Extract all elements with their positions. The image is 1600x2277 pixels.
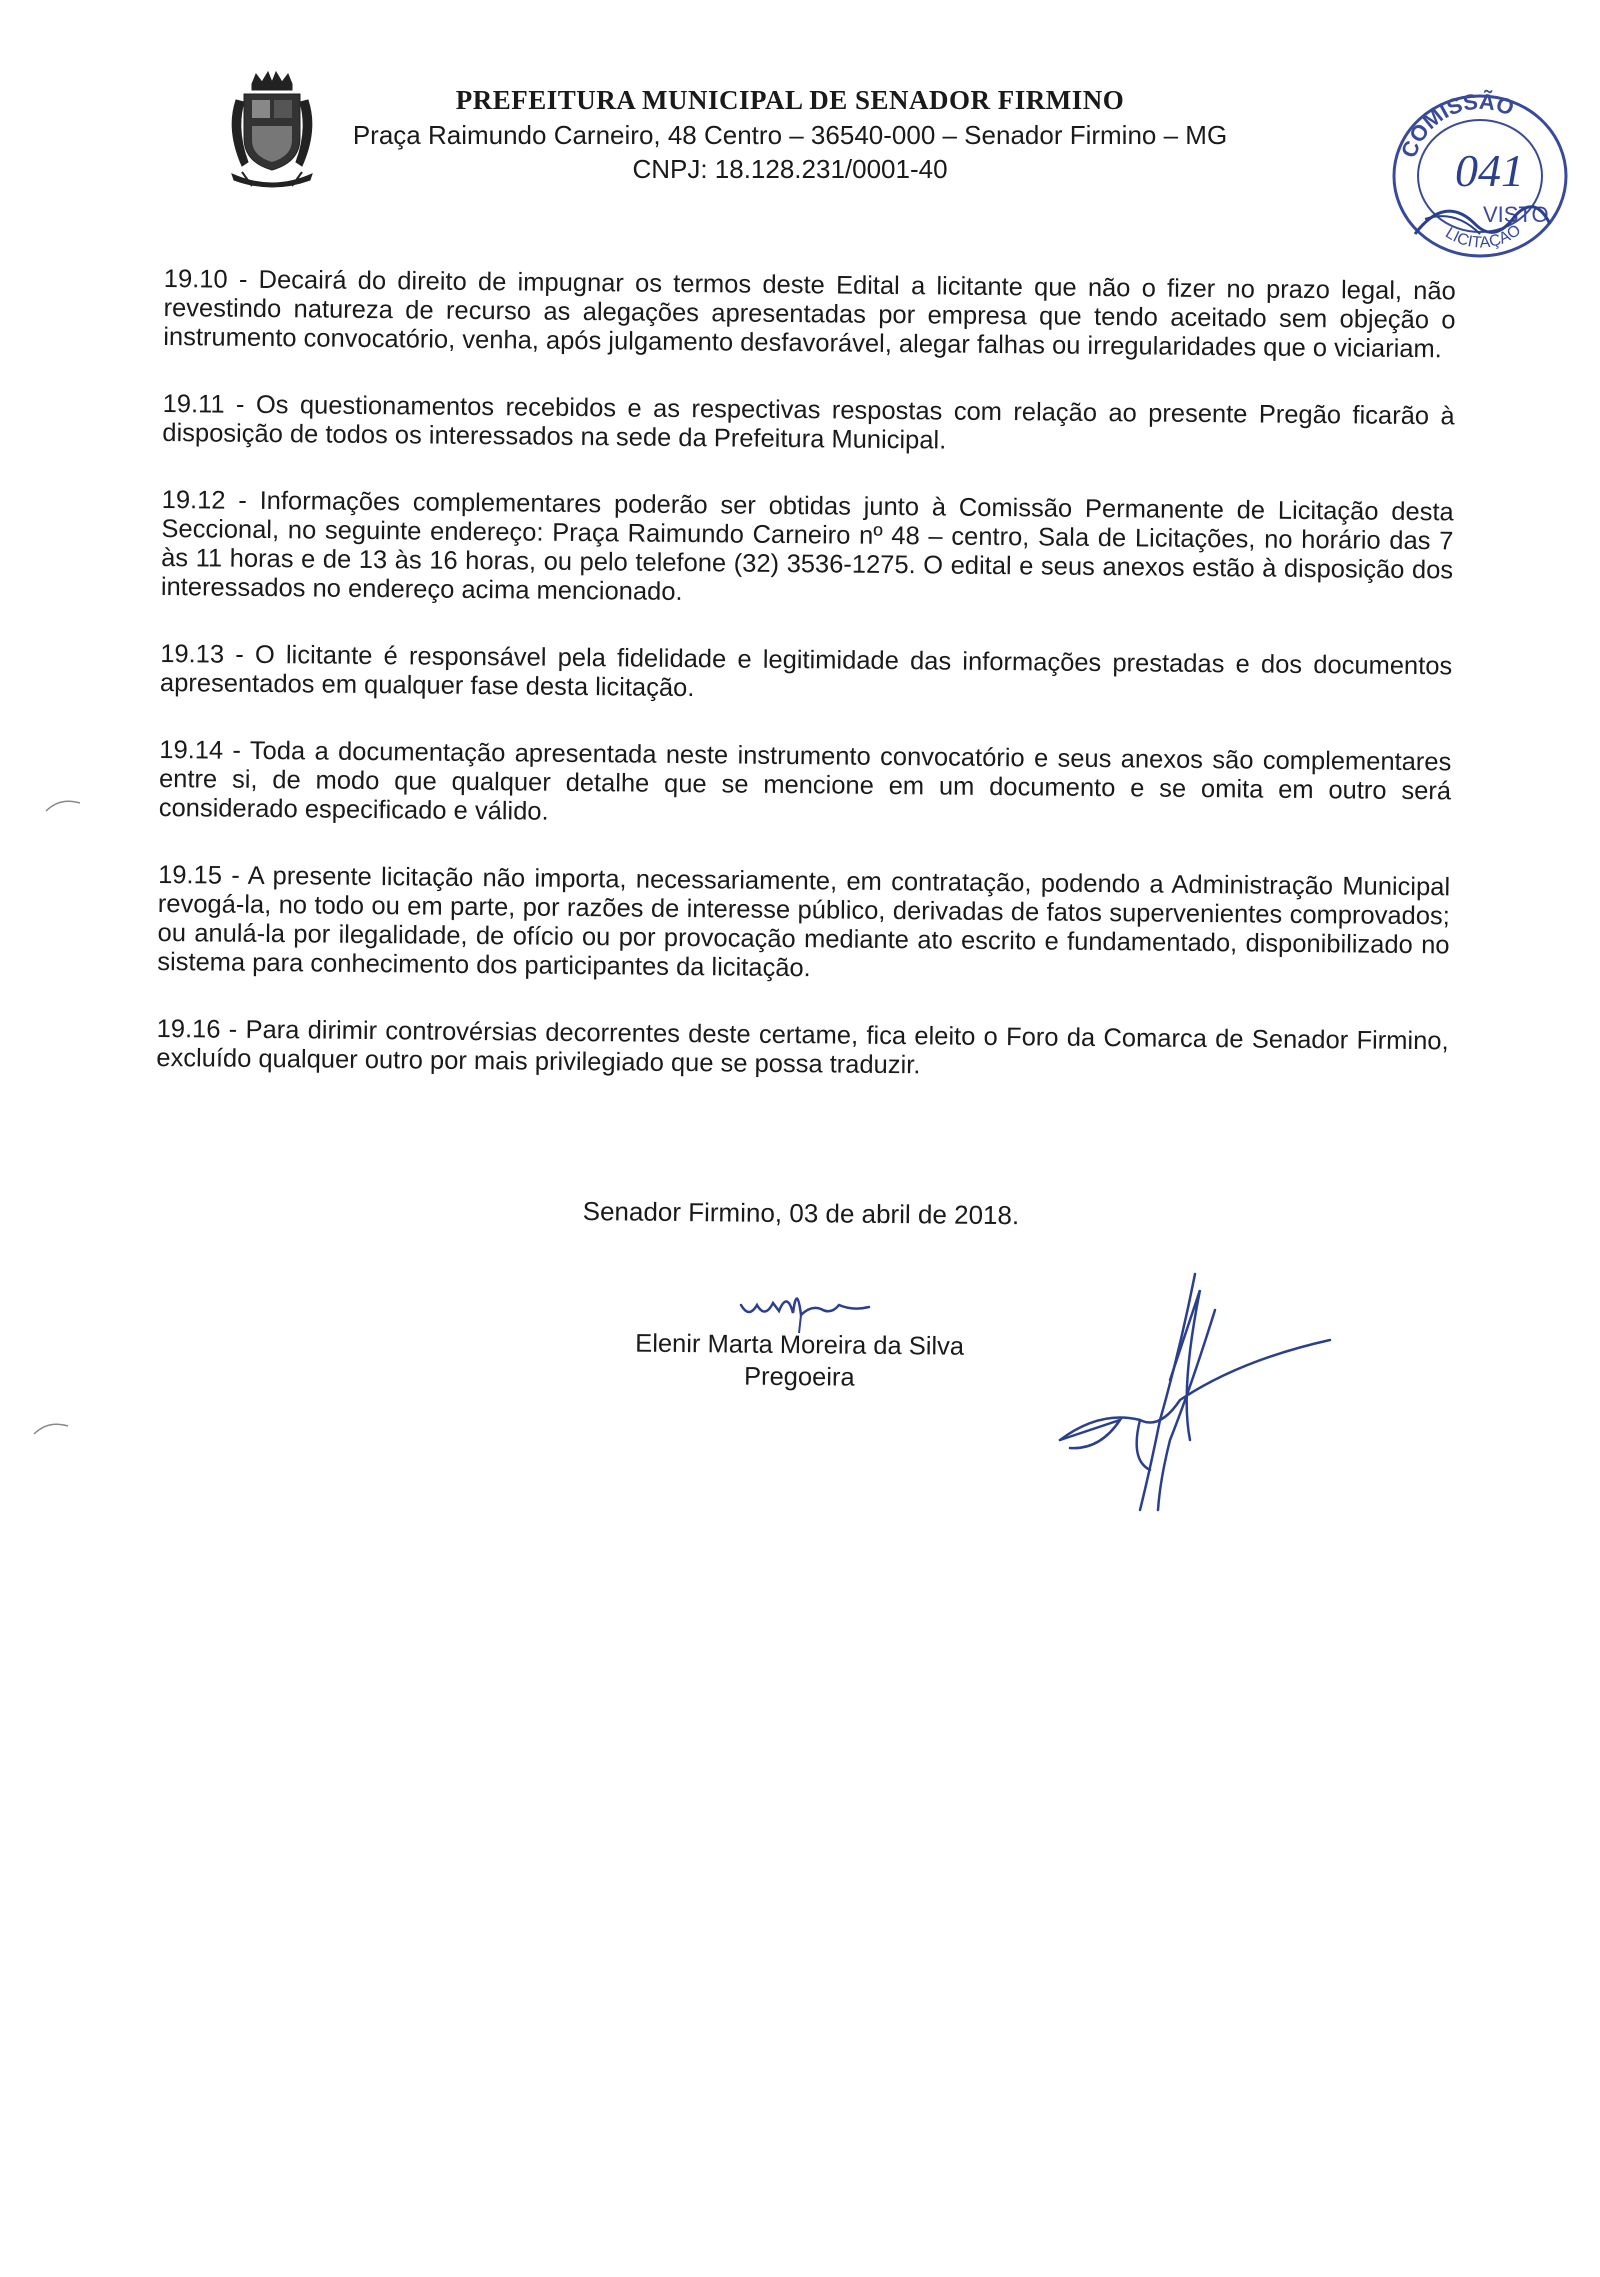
- letterhead-address: Praça Raimundo Carneiro, 48 Centro – 36540-000 – Senador Firmino – MG: [352, 120, 1228, 150]
- svg-text:LICITAÇÃO: LICITAÇÃO: [1442, 221, 1525, 252]
- clause-19-10: [163, 265, 1456, 364]
- letterhead-title: PREFEITURA MUNICIPAL DE SENADOR FIRMINO: [455, 85, 1125, 115]
- commission-stamp-icon: [1385, 84, 1575, 264]
- margin-mark-icon: [44, 795, 84, 815]
- clause-number: 19.14: [159, 735, 224, 765]
- clause-number: 19.15: [158, 860, 223, 890]
- clause-text: - Toda a documentação apresentada neste instrumento convocatório e seus anexos são complementares entre si, de modo que qualquer detalhe que se mencione em um documento e se omita em outro será considerado especificado e válido.: [158, 736, 1452, 826]
- clause-text: - Para dirimir controvérsias decorrentes deste certame, fica eleito o Foro da Comarca de Senador Firmino, excluído qualquer outro por mais privilegiado que se possa traduzir.: [156, 1015, 1449, 1080]
- clause-text: - A presente licitação não importa, necessariamente, em contratação, podendo a Administração Municipal revogá-la, no todo ou em parte, por razões de interesse público, derivadas de fatos supervenientes comprovados; ou anulá-la por ilegalidade, de ofício ou por provocação mediante ato escrito e fundamentado, disponibilizado no sistema para conhecimento dos participantes da licitação.: [157, 861, 1451, 983]
- letterhead: [220, 82, 1360, 186]
- clause-text: - Informações complementares poderão ser obtidas junto à Comissão Permanente de Licitação desta Seccional, no seguinte endereço: Praça Raimundo Carneiro nº 48 – centro, Sala de Licitações, no horário das 7 às 11 horas e de 13 às 16 horas, ou pelo telefone (32) 3536-1275. O edital e seus anexos estão à disposição dos interessados no endereço acima mencionado.: [160, 486, 1454, 606]
- letterhead-cnpj: CNPJ: 18.128.231/0001-40: [632, 154, 948, 184]
- clause-19-12: [161, 486, 1454, 614]
- svg-text:VISTO: VISTO: [1483, 202, 1549, 227]
- clause-number: 19.10: [163, 265, 228, 294]
- signatory-name: Elenir Marta Moreira da Silva: [635, 1329, 965, 1361]
- document-body: [156, 265, 1456, 1392]
- margin-mark-icon: [32, 1418, 72, 1438]
- handwritten-signature-icon: [735, 1275, 875, 1335]
- clause-number: 19.12: [161, 485, 226, 515]
- clause-number: 19.13: [160, 639, 225, 669]
- clause-text: - Os questionamentos recebidos e as respectivas respostas com relação ao presente Pregão ficarão à disposição de todos os interessados na sede da Prefeitura Municipal.: [162, 390, 1455, 455]
- svg-text:COMISSÃO: COMISSÃO: [1396, 88, 1518, 161]
- clause-text: - O licitante é responsável pela fidelidade e legitimidade das informações prestadas e dos documentos apresentados em qualquer fase desta licitação.: [159, 640, 1453, 703]
- clause-text: - Decairá do direito de impugnar os termos deste Edital a licitante que não o fizer no prazo legal, não revestindo natureza de recurso as alegações apresentadas por empresa que tendo aceitado sem objeção o instrumento convocatório, venha, após julgamento desfavorável, alegar falhas ou irregularidades que o viciariam.: [163, 265, 1456, 364]
- clause-number: 19.11: [162, 389, 225, 419]
- document-date: Senador Firmino, 03 de abril de 2018.: [582, 1196, 1020, 1231]
- handwritten-signature-icon: [1040, 1270, 1340, 1520]
- clause-19-13: [160, 640, 1452, 710]
- clause-19-11: [162, 390, 1454, 460]
- clause-19-14: [159, 736, 1452, 835]
- clause-number: 19.16: [156, 1014, 221, 1044]
- svg-text:041: 041: [1455, 145, 1524, 196]
- clause-19-16: [156, 1015, 1448, 1085]
- signatory-role: Pregoeira: [743, 1362, 855, 1392]
- clause-19-15: [157, 861, 1450, 989]
